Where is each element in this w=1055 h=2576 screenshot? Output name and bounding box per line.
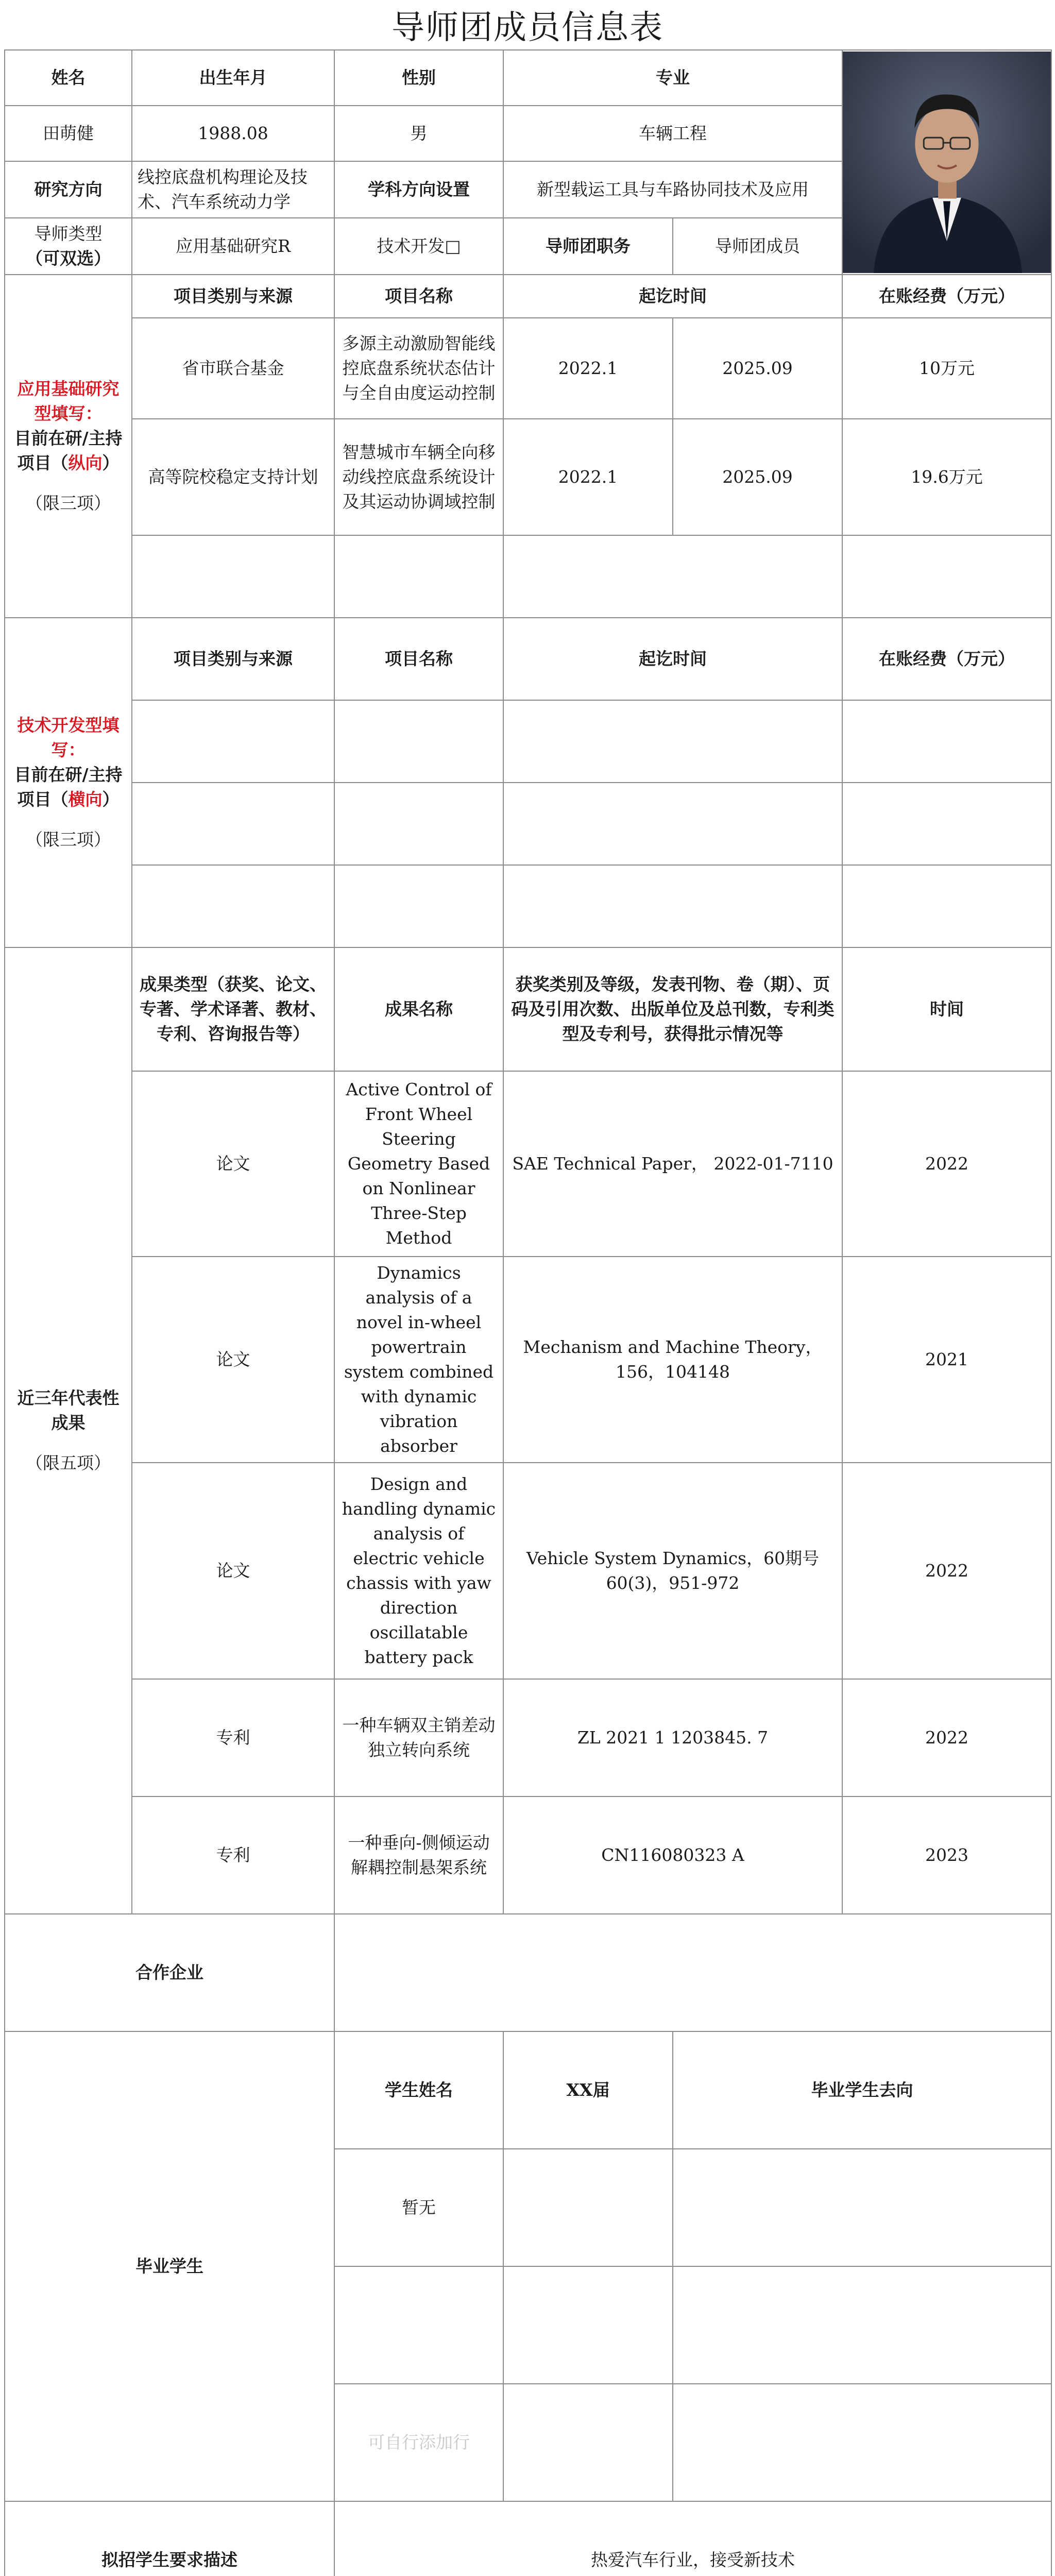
discipline-header: 学科方向设置 (334, 161, 503, 218)
ach-name-header: 成果名称 (334, 947, 503, 1071)
dp-row3-type[interactable] (132, 865, 334, 947)
ach-row5-name: 一种垂向-侧倾运动解耦控制悬架系统 (334, 1797, 503, 1914)
achievements-label-text: 近三年代表性成果 (17, 1388, 120, 1433)
achievements-label (5, 947, 132, 1914)
grad-add-row-hint[interactable]: 可自行添加行 (334, 2384, 503, 2501)
ach-row1-type: 论文 (132, 1071, 334, 1257)
grad-name-header: 学生姓名 (334, 2031, 503, 2149)
type-dev-option[interactable]: 技术开发□ (334, 218, 503, 275)
dp-row1-type[interactable] (132, 700, 334, 783)
bp-row3-period[interactable] (503, 535, 842, 618)
name-header: 姓名 (5, 50, 132, 106)
ach-row4-type: 专利 (132, 1679, 334, 1797)
ach-row3-time: 2022 (842, 1463, 1051, 1679)
dp-row1-period[interactable] (503, 700, 842, 783)
dp-row3-funds[interactable] (842, 865, 1051, 947)
mentor-type-note: （可双选） (26, 248, 111, 268)
bp-row1-start: 2022.1 (503, 318, 673, 419)
bp-row1-end: 2025.09 (673, 318, 842, 419)
dp-row1-name[interactable] (334, 700, 503, 783)
ach-row4-time: 2022 (842, 1679, 1051, 1797)
basic-projects-label-vertical: 纵向 (68, 453, 103, 473)
grad-row1-dest[interactable] (673, 2149, 1051, 2266)
research-header: 研究方向 (5, 161, 132, 218)
birth-header: 出生年月 (132, 50, 334, 106)
ach-row5-type: 专利 (132, 1797, 334, 1914)
bp-row2-type: 高等院校稳定支持计划 (132, 419, 334, 535)
bp-period-header: 起讫时间 (503, 275, 842, 318)
ach-time-header: 时间 (842, 947, 1051, 1071)
achievements-limit: （限五项） (26, 1453, 111, 1473)
bp-row2-end: 2025.09 (673, 419, 842, 535)
dp-type-header: 项目类别与来源 (132, 618, 334, 700)
role-value: 导师团成员 (673, 218, 842, 275)
ach-row1-name: Active Control of Front Wheel Steering Geometry Based on Nonlinear Three-Step Method (334, 1071, 503, 1257)
bp-type-header: 项目类别与来源 (132, 275, 334, 318)
ach-row3-name: Design and handling dynamic analysis of electric vehicle chassis with yaw direction oscillatable battery pack (334, 1463, 503, 1679)
partner-label: 合作企业 (5, 1914, 334, 2031)
basic-projects-limit: （限三项） (26, 493, 111, 513)
dev-projects-label-horizontal: 横向 (68, 789, 103, 809)
ach-row2-detail: Mechanism and Machine Theory， 156，104148 (503, 1257, 842, 1463)
ach-type-header: 成果类型（获奖、论文、专著、学术译著、教材、专利、咨询报告等） (132, 947, 334, 1071)
bp-row2-funds: 19.6万元 (842, 419, 1051, 535)
name-value: 田萌健 (5, 106, 132, 161)
partner-value[interactable] (334, 1914, 1051, 2031)
grad-row2-dest[interactable] (673, 2266, 1051, 2384)
ach-row1-time: 2022 (842, 1071, 1051, 1257)
bp-name-header: 项目名称 (334, 275, 503, 318)
mentor-photo (842, 50, 1051, 275)
dp-row3-name[interactable] (334, 865, 503, 947)
page-title: 导师团成员信息表 (392, 9, 663, 47)
ach-row3-type: 论文 (132, 1463, 334, 1679)
requirements-value: 热爱汽车行业，接受新技术 (334, 2501, 1051, 2576)
birth-value: 1988.08 (132, 106, 334, 161)
ach-detail-header: 获奖类别及等级，发表刊物、卷（期）、页码及引用次数、出版单位及总刊数，专利类型及专利号，获得批示情况等 (503, 947, 842, 1071)
ach-row4-detail: ZL 2021 1 1203845. 7 (503, 1679, 842, 1797)
dev-projects-label (5, 618, 132, 947)
ach-row2-time: 2021 (842, 1257, 1051, 1463)
discipline-value: 新型载运工具与车路协同技术及应用 (503, 161, 842, 218)
dp-name-header: 项目名称 (334, 618, 503, 700)
major-value: 车辆工程 (503, 106, 842, 161)
dp-funds-header: 在账经费（万元） (842, 618, 1051, 700)
dev-projects-limit: （限三项） (26, 829, 111, 850)
dp-period-header: 起讫时间 (503, 618, 842, 700)
basic-projects-label (5, 275, 132, 618)
type-basic-option[interactable]: 应用基础研究R (132, 218, 334, 275)
grad-row3-year[interactable] (503, 2384, 673, 2501)
bp-row3-type[interactable] (132, 535, 334, 618)
dp-row1-funds[interactable] (842, 700, 1051, 783)
basic-projects-label-red: 应用基础研究型填写： (17, 379, 120, 423)
ach-row3-detail: Vehicle System Dynamics，60期号 60(3)，951-972 (503, 1463, 842, 1679)
bp-row2-name: 智慧城市车辆全向移动线控底盘系统设计及其运动协调域控制 (334, 419, 503, 535)
dev-projects-label-b: ） (102, 789, 120, 809)
research-value: 线控底盘机构理论及技术、汽车系统动力学 (132, 161, 334, 218)
dp-row2-period[interactable] (503, 783, 842, 865)
ach-row4-name: 一种车辆双主销差动独立转向系统 (334, 1679, 503, 1797)
bp-row1-funds: 10万元 (842, 318, 1051, 419)
gender-header: 性别 (334, 50, 503, 106)
grad-row1-year[interactable] (503, 2149, 673, 2266)
grad-row2-name[interactable] (334, 2266, 503, 2384)
dev-projects-label-red: 技术开发型填写： (17, 715, 120, 760)
grad-row3-dest[interactable] (673, 2384, 1051, 2501)
grad-row2-year[interactable] (503, 2266, 673, 2384)
gender-value: 男 (334, 106, 503, 161)
ach-row2-type: 论文 (132, 1257, 334, 1463)
dp-row2-name[interactable] (334, 783, 503, 865)
bp-funds-header: 在账经费（万元） (842, 275, 1051, 318)
graduates-label: 毕业学生 (5, 2031, 334, 2501)
dp-row2-funds[interactable] (842, 783, 1051, 865)
portrait-image (843, 52, 1051, 273)
dev-projects-label-a: 目前在研/主持项目（ (14, 765, 123, 809)
bp-row1-type: 省市联合基金 (132, 318, 334, 419)
mentor-type-label: 导师类型 (34, 224, 103, 244)
bp-row1-name: 多源主动激励智能线控底盘系统状态估计与全自由度运动控制 (334, 318, 503, 419)
role-header: 导师团职务 (503, 218, 673, 275)
ach-row5-detail: CN116080323 A (503, 1797, 842, 1914)
ach-row2-name: Dynamics analysis of a novel in-wheel powertrain system combined with dynamic vibration absorber (334, 1257, 503, 1463)
grad-row1-name: 暂无 (334, 2149, 503, 2266)
dp-row2-type[interactable] (132, 783, 334, 865)
requirements-label: 拟招学生要求描述 (5, 2501, 334, 2576)
grad-dest-header: 毕业学生去向 (673, 2031, 1051, 2149)
mentor-type-header (5, 218, 132, 275)
ach-row1-detail: SAE Technical Paper， 2022-01-7110 (503, 1071, 842, 1257)
bp-row2-start: 2022.1 (503, 419, 673, 535)
mentor-info-table (4, 49, 1052, 2576)
bp-row3-name[interactable] (334, 535, 503, 618)
dp-row3-period[interactable] (503, 865, 842, 947)
grad-year-header: XX届 (503, 2031, 673, 2149)
basic-projects-label-a: 目前在研/主持项目（ (14, 428, 123, 473)
basic-projects-label-b: ） (102, 453, 120, 473)
bp-row3-funds[interactable] (842, 535, 1051, 618)
ach-row5-time: 2023 (842, 1797, 1051, 1914)
major-header: 专业 (503, 50, 842, 106)
